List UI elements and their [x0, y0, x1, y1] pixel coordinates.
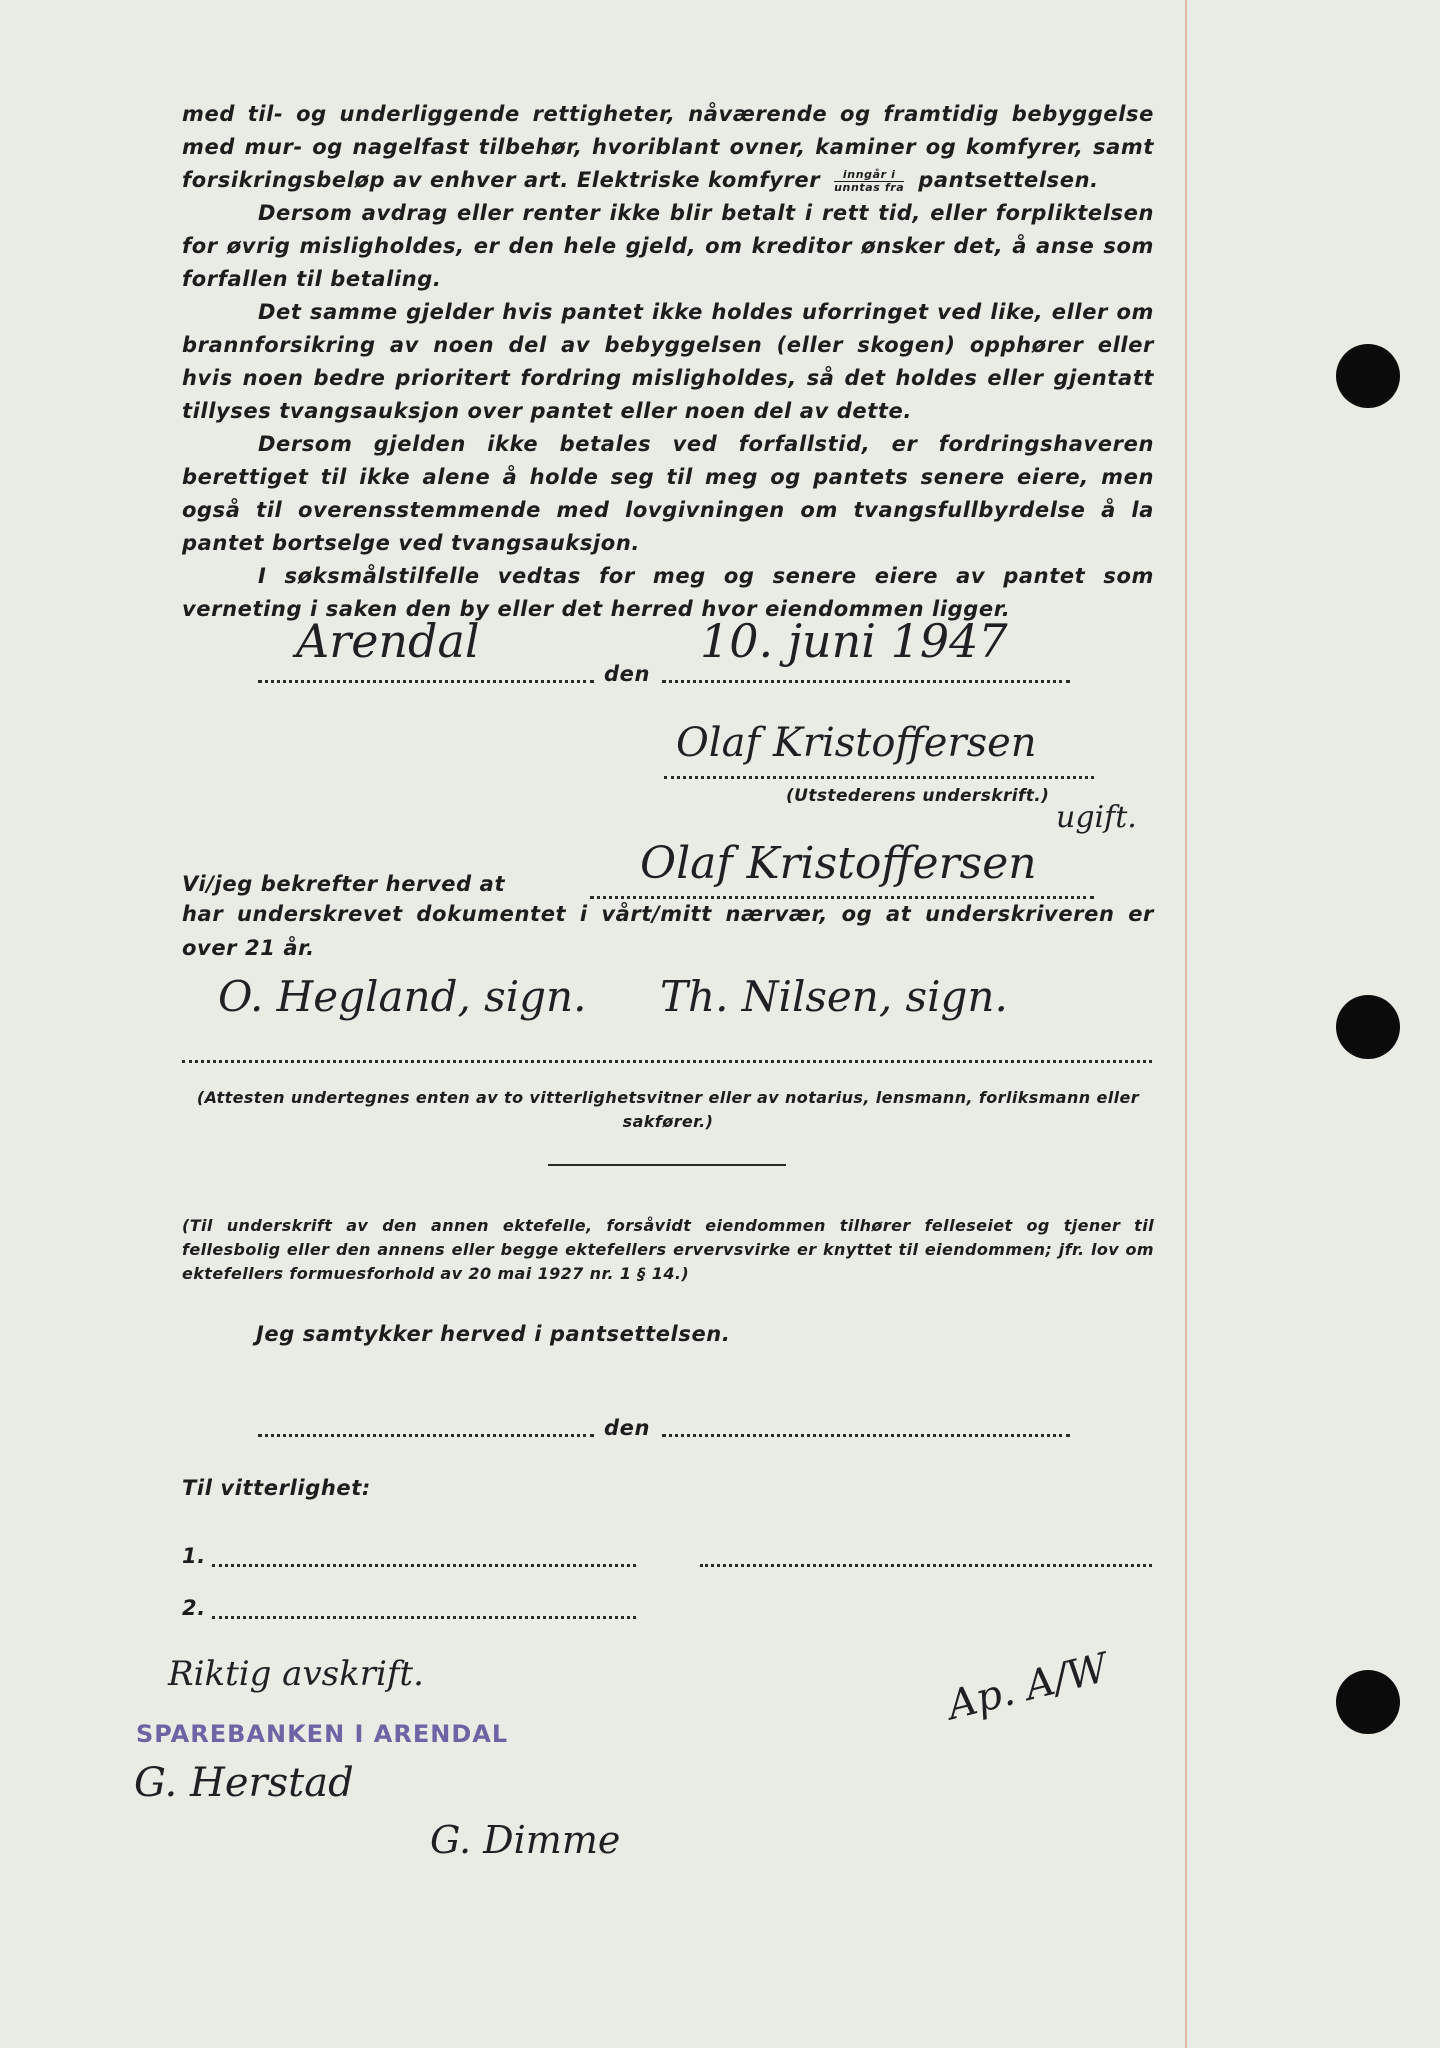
witness-2-signature: Th. Nilsen, sign. — [660, 972, 1008, 1021]
mortgage-clauses — [182, 98, 1154, 626]
bank-signature-1: G. Herstad — [134, 1760, 354, 1806]
spouse-date-line — [662, 1434, 1070, 1437]
issuer-signature-line — [664, 776, 1094, 779]
separator-rule — [548, 1164, 786, 1166]
attestation-age: over 21 år. — [182, 936, 315, 960]
clause-paragraph-2: Dersom avdrag eller renter ikke blir betalt i rett tid, eller forpliktelsen for øvrig misligholdes, er den hele gjeld, om kreditor ønsker det, å anse som forfallen til betaling. — [182, 201, 1154, 291]
marital-status-note: ugift. — [1056, 800, 1137, 835]
punch-hole — [1336, 344, 1400, 408]
attestation-statement: har underskrevet dokumentet i vårt/mitt nærvær, og at underskriveren er — [182, 902, 1154, 926]
margin-rule — [1185, 0, 1187, 2048]
issuer-caption: (Utstederens underskrift.) — [786, 786, 1050, 806]
punch-hole — [1336, 1670, 1400, 1734]
date-line — [662, 680, 1070, 683]
date-handwritten: 10. juni 1947 — [700, 614, 1008, 668]
attested-signer-name: Olaf Kristoffersen — [640, 838, 1037, 889]
witness-1-line-b — [700, 1564, 1152, 1567]
witness-heading: Til vitterlighet: — [182, 1476, 371, 1500]
attestation-intro: Vi/jeg bekrefter herved at — [182, 872, 506, 896]
fraction-choice: $\frac{\text{inngår i}}{\text{unntas fra}}$ — [834, 167, 905, 194]
attested-signer-line — [590, 896, 1094, 899]
punch-hole — [1336, 995, 1400, 1059]
witness-signature-line — [182, 1060, 1152, 1063]
place-handwritten: Arendal — [296, 614, 480, 668]
margin-mark: Ap. A/W — [942, 1644, 1113, 1730]
issuer-signature: Olaf Kristoffersen — [676, 720, 1037, 766]
place-line — [258, 680, 594, 683]
witness-1-line — [212, 1564, 636, 1567]
bank-signature-2: G. Dimme — [430, 1818, 621, 1862]
spouse-note: (Til underskrift av den annen ektefelle, forsåvidt eiendommen tilhører felleseiet og tjener til fellesbolig eller den annens eller begge ektefellers ervervsvirke er knyttet til eiendommen; jfr. lov om ektefellers formuesforhold av 20 mai 1927 nr. 1 § 14.) — [182, 1216, 1154, 1283]
witness-2-line — [212, 1616, 636, 1619]
clause-paragraph-3: Det samme gjelder hvis pantet ikke holdes uforringet ved like, eller om brannforsikring av noen del av bebyggelsen (eller skogen) opphører eller hvis noen bedre prioritert fordring misligholdes, så det holdes eller gjentatt tillyses tvangsauksjon over pantet eller noen del av dette. — [182, 300, 1154, 423]
witness-number-2: 2. — [182, 1596, 206, 1620]
spouse-consent: Jeg samtykker herved i pantsettelsen. — [256, 1322, 731, 1346]
clause-paragraph-4: Dersom gjelden ikke betales ved forfallstid, er fordringshaveren berettiget til ikke alene å holde seg til meg og pantets senere eiere, men også til overensstemmende med lovgivningen om tvangsfullbyrdelse å la pantet bortselge ved tvangsauksjon. — [182, 432, 1154, 555]
spouse-den-label: den — [604, 1416, 651, 1440]
clause-paragraph-1: med til- og underliggende rettigheter, nåværende og framtidig bebyggelse med mur- og nagelfast tilbehør, hvoriblant ovner, kaminer og komfyrer, samt forsikringsbeløp av enhver art. Elektriske komfyrer $\frac{\text{inngår i}}{\text{unntas fra}}$ pantsettelsen. — [182, 102, 1154, 194]
attestation-caption: (Attesten undertegnes enten av to vitterlighetsvitner eller av notarius, lensmann, forliksmann eller sakfører.) — [196, 1088, 1140, 1131]
handwritten-note: Riktig avskrift. — [168, 1654, 424, 1694]
witness-number-1: 1. — [182, 1544, 206, 1568]
den-label: den — [604, 662, 651, 686]
spouse-place-line — [258, 1434, 594, 1437]
bank-stamp: SPAREBANKEN I ARENDAL — [136, 1720, 509, 1748]
clause-paragraph-5: I søksmålstilfelle vedtas for meg og senere eiere av pantet som verneting i saken den by eller det herred hvor eiendommen ligger. — [182, 564, 1154, 621]
witness-1-signature: O. Hegland, sign. — [218, 972, 587, 1021]
